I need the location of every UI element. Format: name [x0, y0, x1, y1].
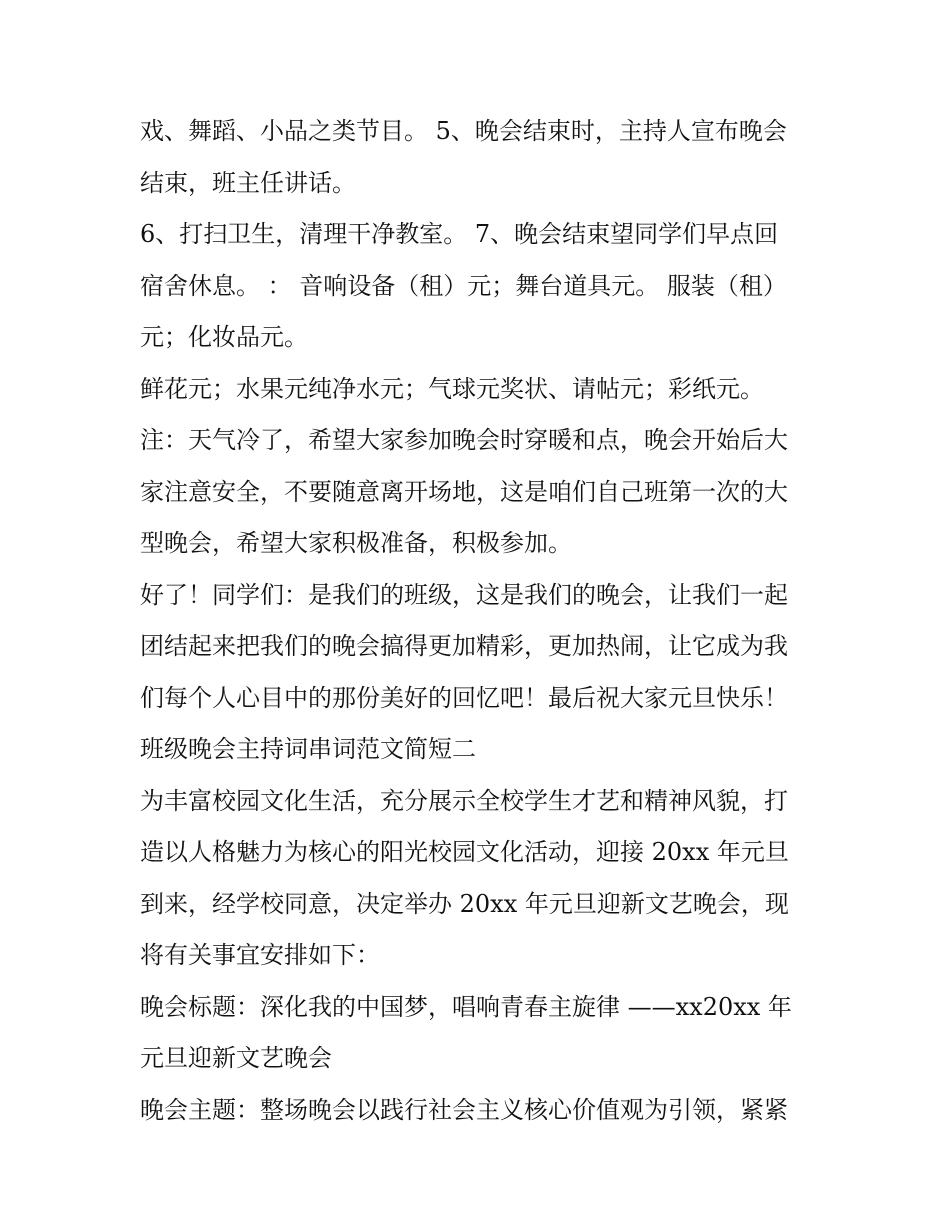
text-line: 鲜花元；水果元纯净水元；气球元奖状、请帖元；彩纸元。 [140, 374, 764, 403]
text-line: 元旦迎新文艺晚会 [140, 1044, 332, 1072]
text-line: 晚会标题：深化我的中国梦，唱响青春主旋律 ——xx20xx 年 [140, 992, 792, 1021]
text-line: 注：天气冷了，希望大家参加晚会时穿暖和点，晚会开始后大 [140, 426, 788, 454]
text-line: 宿舍休息。 ： 音响设备（租）元；舞台道具元。 服装（租） [140, 271, 787, 300]
text-line: 们每个人心目中的那份美好的回忆吧！最后祝大家元旦快乐！ [140, 683, 788, 712]
text-line: 到来，经学校同意，决定举办 20xx 年元旦迎新文艺晚会，现 [140, 889, 789, 918]
text-line: 为丰富校园文化生活，充分展示全校学生才艺和精神风貌，打 [140, 786, 788, 815]
text-line: 团结起来把我们的晚会搞得更加精彩，更加热闹，让它成为我 [140, 632, 788, 660]
text-line: 结束，班主任讲话。 [140, 168, 356, 197]
text-line: 戏、舞蹈、小品之类节目。 5、晚会结束时，主持人宣布晚会 [140, 117, 787, 145]
text-line: 6、打扫卫生，清理干净教室。 7、晚会结束望同学们早点回 [140, 220, 779, 248]
text-line: 型晚会，希望大家积极准备，积极参加。 [140, 529, 572, 557]
text-line: 晚会主题：整场晚会以践行社会主义核心价值观为引领，紧紧 [140, 1095, 788, 1124]
text-line: 造以人格魅力为核心的阳光校园文化活动，迎接 20xx 年元旦 [140, 838, 789, 866]
text-line: 元；化妆品元。 [140, 323, 308, 351]
section-heading: 班级晚会主持词串词范文简短二 [140, 735, 476, 763]
text-line: 将有关事宜安排如下： [140, 941, 380, 969]
document-body [140, 106, 830, 1136]
text-line: 好了！同学们：是我们的班级，这是我们的晚会，让我们一起 [140, 580, 788, 609]
text-line: 家注意安全，不要随意离开场地，这是咱们自己班第一次的大 [140, 477, 788, 506]
